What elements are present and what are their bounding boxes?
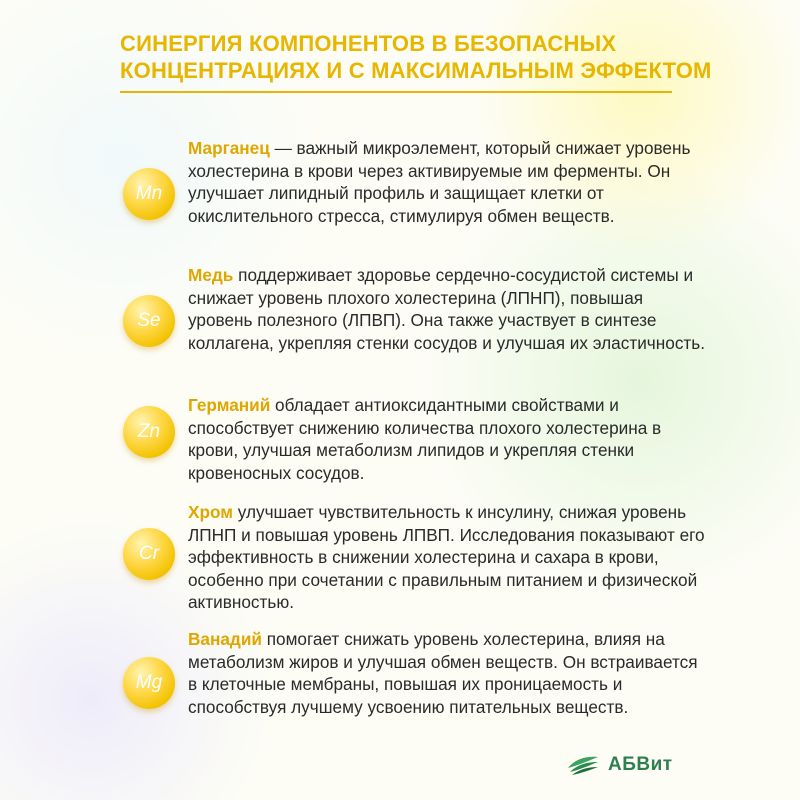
element-name: Германий — [188, 395, 271, 415]
element-text: обладает антиоксидантными свойствами и способствует снижению количества плохого холестерина в крови, улучшая метаболизм липидов и укрепляя стенки кровеносных сосудов. — [188, 395, 662, 483]
page-title: СИНЕРГИЯ КОМПОНЕНТОВ В БЕЗОПАСНЫХ КОНЦЕНТРАЦИЯХ И С МАКСИМАЛЬНЫМ ЭФФЕКТОМ — [120, 31, 712, 83]
element-badge: Se — [123, 295, 175, 347]
element-badge: Cr — [123, 528, 175, 580]
element-badge: Mn — [123, 168, 175, 220]
brand-logo — [566, 754, 673, 776]
leaf-icon — [566, 754, 600, 776]
logo-text: АБВит — [608, 754, 673, 775]
element-name: Медь — [188, 265, 234, 285]
element-text: — важный микроэлемент, который снижает уровень холестерина в крови через активируемые им ферменты. Он улучшает липидный профиль и защищает клетки от окислительного стресса, стимулируя обмен веществ. — [188, 138, 691, 226]
element-name: Хром — [188, 502, 233, 522]
element-description — [188, 264, 708, 354]
element-text: улучшает чувствительность к инсулину, снижая уровень ЛПНП и повышая уровень ЛПВП. Исследования показывают его эффективность в снижении холестерина и сахара в крови, особенно при сочетании с правильным питанием и физической активностью. — [188, 502, 705, 612]
element-badge: Mg — [123, 657, 175, 709]
element-text: помогает снижать уровень холестерина, влияя на метаболизм жиров и улучшая обмен веществ. Он встраивается в клеточные мембраны, повышая их проницаемость и способствуя лучшему усвоению питательных веществ. — [188, 629, 698, 717]
element-description — [188, 628, 708, 718]
title-underline — [120, 91, 672, 93]
element-name: Ванадий — [188, 629, 262, 649]
element-text: поддерживает здоровье сердечно-сосудистой системы и снижает уровень плохого холестерина (ЛПНП), повышая уровень полезного (ЛПВП). Она также участвует в синтезе коллагена, укрепляя стенки сосудов и улучшая их эластичность. — [188, 265, 706, 353]
element-badge: Zn — [123, 406, 175, 458]
element-name: Марганец — [188, 138, 270, 158]
element-description — [188, 501, 708, 614]
element-description — [188, 394, 708, 484]
element-description — [188, 137, 708, 227]
